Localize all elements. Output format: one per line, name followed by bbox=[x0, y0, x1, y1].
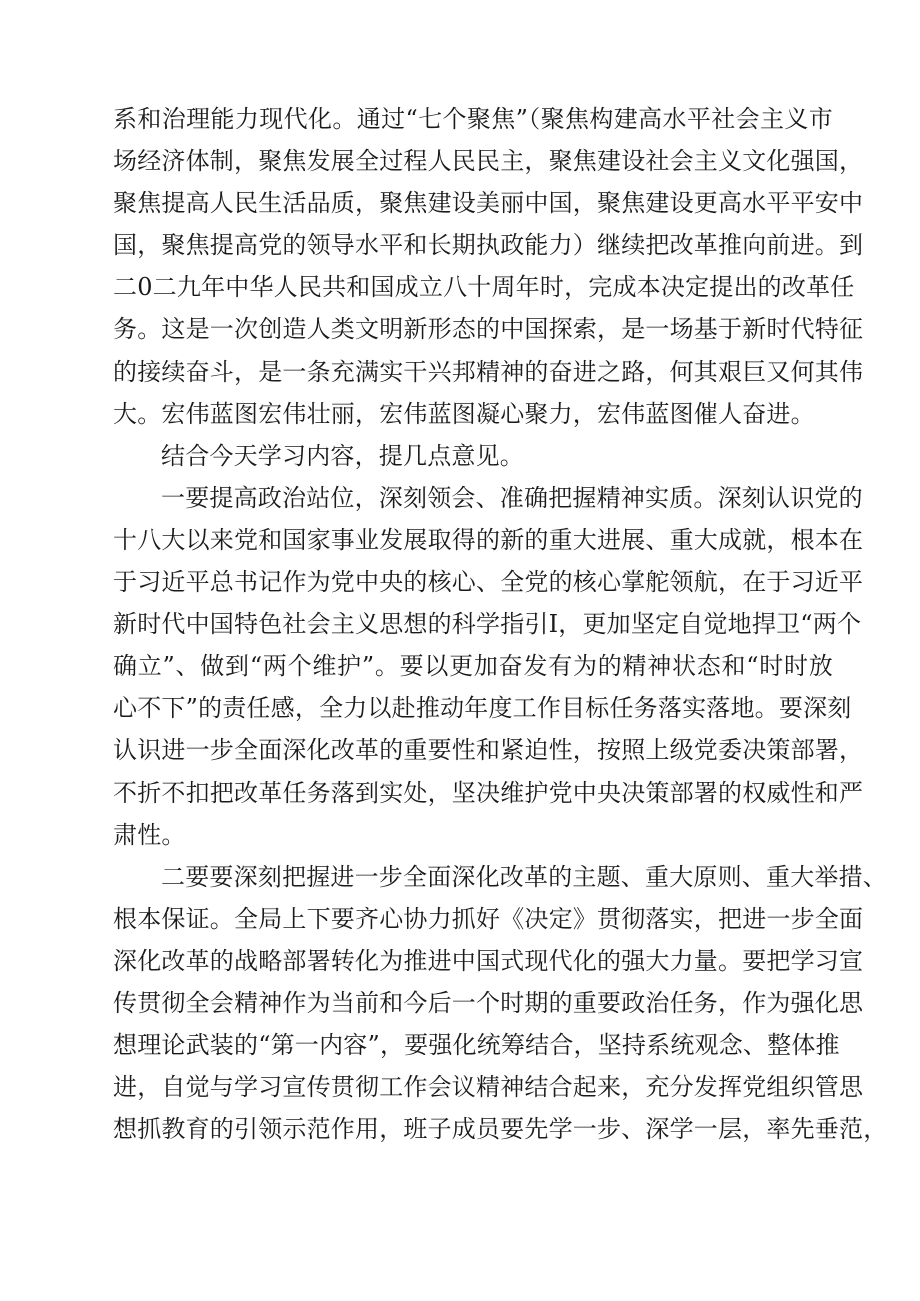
text-line: 国，聚焦提高党的领导水平和长期执政能力）继续把改革推向前进。到 bbox=[113, 231, 864, 260]
text-line: 心不下”的责任感，全力以赴推动年度工作目标任务落实落地。要深刻 bbox=[113, 694, 852, 723]
text-line: 系和治理能力现代化。通过“七个聚焦”（聚焦构建高水平社会主义市 bbox=[113, 105, 833, 133]
text-line: 聚焦提高人民生活品质，聚焦建设美丽中国，聚焦建设更高水平平安中 bbox=[113, 189, 864, 218]
text-line: 肃性。 bbox=[113, 820, 186, 849]
text-line: 进，自觉与学习宣传贯彻工作会议精神结合起来，充分发挥党组织管思 bbox=[113, 1073, 864, 1102]
text-line: 传贯彻全会精神作为当前和今后一个时期的重要政治任务，作为强化思 bbox=[113, 988, 864, 1017]
text-line: 根本保证。全局上下要齐心协力抓好《决定》贯彻落实，把进一步全面 bbox=[113, 904, 864, 933]
text-line: 大。宏伟蓝图宏伟壮丽，宏伟蓝图凝心聚力，宏伟蓝图催人奋进。 bbox=[113, 399, 815, 428]
text-line: 结合今天学习内容，提几点意见。 bbox=[161, 441, 524, 470]
document-body bbox=[113, 98, 888, 1150]
text-line: 不折不扣把改革任务落到实处，坚决维护党中央决策部署的权威性和严 bbox=[113, 778, 864, 807]
text-line: 的接续奋斗，是一条充满实干兴邦精神的奋进之路，何其艰巨又何其伟 bbox=[113, 357, 864, 386]
text-line: 二0二九年中华人民共和国成立八十周年时，完成本决定提出的改革任 bbox=[113, 273, 855, 302]
text-line: 认识进一步全面深化改革的重要性和紧迫性，按照上级党委决策部署， bbox=[113, 736, 864, 765]
text-line: 一要提高政治站位，深刻领会、准确把握精神实质。深刻认识党的 bbox=[161, 483, 863, 512]
text-line: 二要要深刻把握进一步全面深化改革的主题、重大原则、重大举措、 bbox=[161, 862, 887, 891]
text-line: 场经济体制，聚焦发展全过程人民民主，聚焦建设社会主义文化强国， bbox=[113, 147, 864, 176]
text-line: 想理论武装的“第一内容”，要强化统筹结合，坚持系统观念、整体推 bbox=[113, 1031, 840, 1060]
text-line: 确立”、做到“两个维护”。要以更加奋发有为的精神状态和“时时放 bbox=[113, 652, 833, 681]
text-line: 新时代中国特色社会主义思想的科学指引I，更加坚定自觉地捍卫“两个 bbox=[113, 610, 862, 639]
text-line: 于习近平总书记作为党中央的核心、全党的核心掌舵领航，在于习近平 bbox=[113, 568, 864, 597]
text-line: 务。这是一次创造人类文明新形态的中国探索，是一场基于新时代特征 bbox=[113, 315, 864, 344]
text-line: 深化改革的战略部署转化为推进中国式现代化的强大力量。要把学习宣 bbox=[113, 946, 864, 975]
text-line: 想抓教育的引领示范作用，班子成员要先学一步、深学一层，率先垂范， bbox=[113, 1115, 888, 1144]
text-line: 十八大以来党和国家事业发展取得的新的重大进展、重大成就，根本在 bbox=[113, 525, 864, 554]
